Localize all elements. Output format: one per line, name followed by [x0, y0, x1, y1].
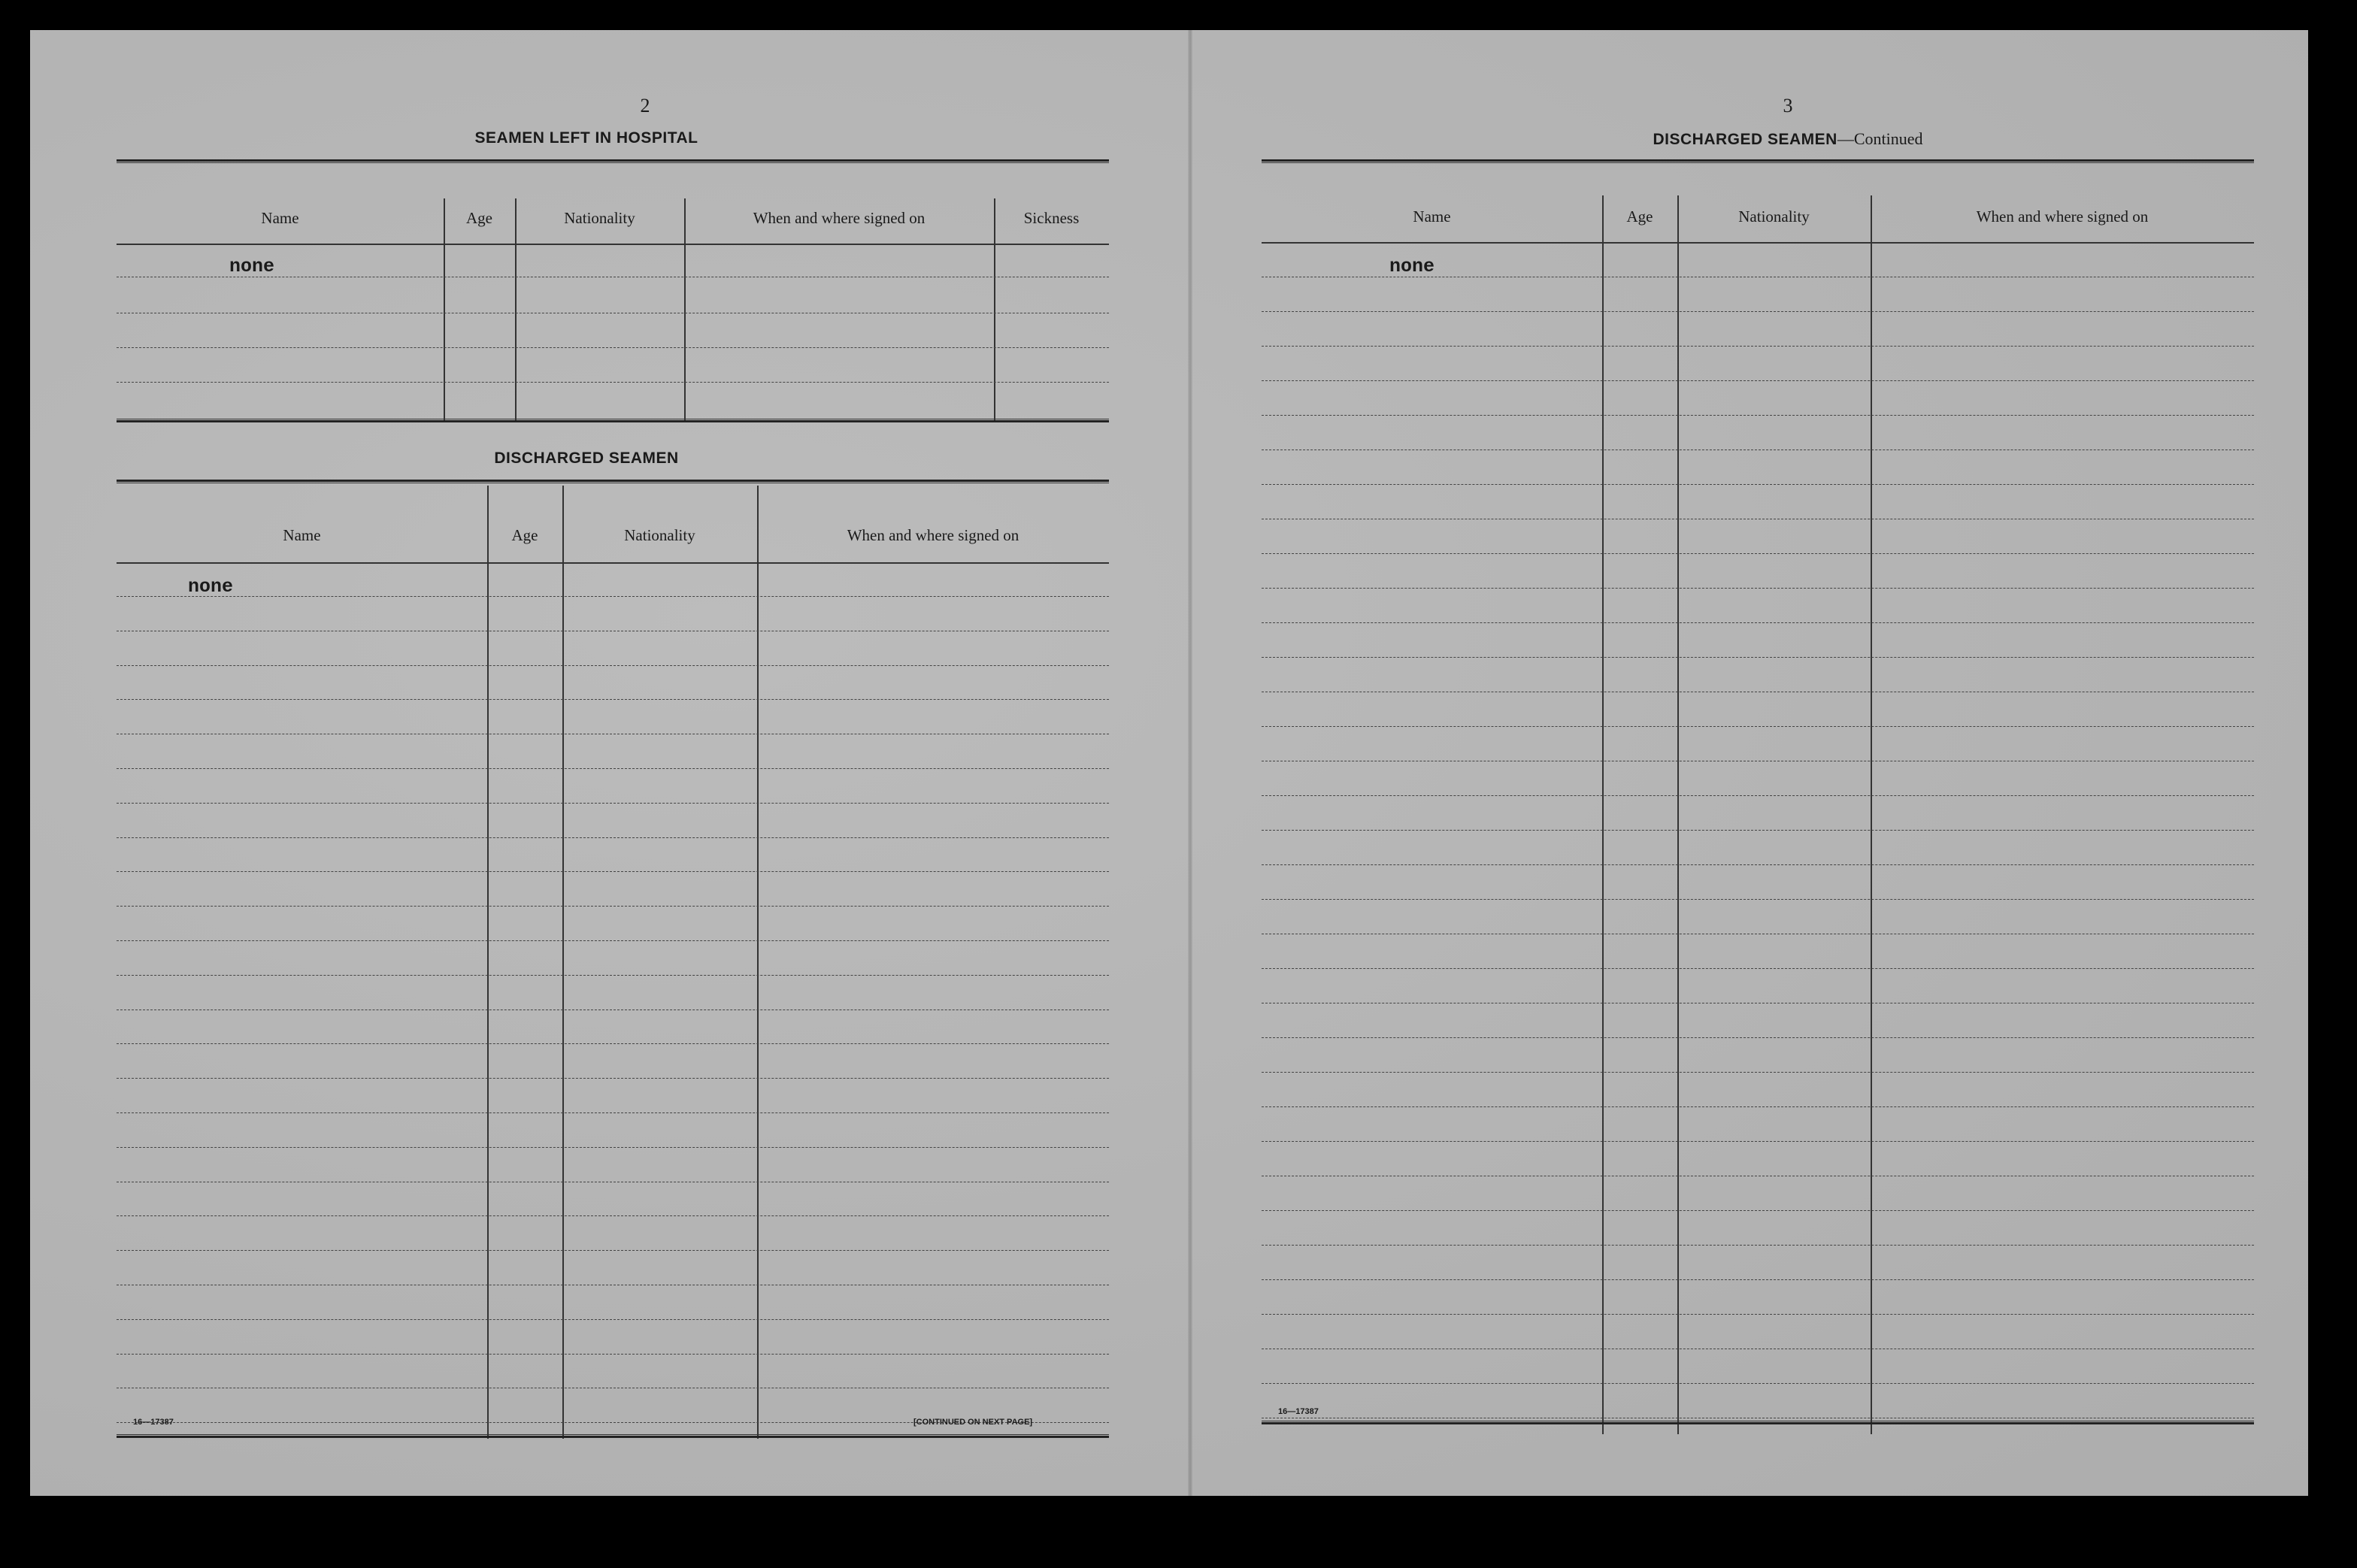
continued-note: [CONTINUED ON NEXT PAGE]: [913, 1418, 1033, 1427]
ruled-row-line: [1262, 1383, 2254, 1384]
ruled-row-line: [1262, 588, 2254, 589]
right-page-number: 3: [1783, 95, 1793, 117]
right-col-signed-on: When and where signed on: [1976, 207, 2149, 226]
ruled-row-line: [1262, 1279, 2254, 1280]
right-section-title-main: DISCHARGED SEAMEN: [1653, 131, 1837, 148]
ruled-row-line: [117, 1319, 1109, 1320]
ruled-row-line: [1262, 1106, 2254, 1107]
ruled-row-line: [117, 975, 1109, 976]
ruled-row-line: [1262, 1072, 2254, 1073]
ruled-row-line: [117, 837, 1109, 838]
ruled-row-line: [1262, 1245, 2254, 1246]
ruled-row-line: [1262, 622, 2254, 623]
hospital-col-signed-on: When and where signed on: [753, 209, 926, 227]
ruled-row-line: [1262, 657, 2254, 658]
discharged-col-signed-on: When and where signed on: [847, 526, 1019, 544]
right-entry-name: none: [1389, 256, 1435, 277]
ruled-row-line: [1262, 484, 2254, 485]
hospital-section-title: SEAMEN LEFT IN HOSPITAL: [474, 129, 698, 147]
ruled-row-line: [117, 596, 1109, 597]
ruled-row-line: [1262, 311, 2254, 312]
ruled-row-line: [117, 768, 1109, 769]
ruled-row-line: [117, 699, 1109, 700]
ruled-row-line: [1262, 830, 2254, 831]
ruled-row-line: [1262, 380, 2254, 381]
ruled-row-line: [1262, 553, 2254, 554]
hospital-col-name: Name: [261, 209, 299, 227]
document-sheet: [30, 30, 2308, 1496]
ruled-row-line: [117, 906, 1109, 907]
ruled-row-line: [1262, 1141, 2254, 1142]
left-form-number: 16—17387: [133, 1418, 174, 1427]
discharged-col-name: Name: [283, 526, 321, 544]
ruled-row-line: [1262, 346, 2254, 347]
ruled-row-line: [117, 1250, 1109, 1251]
right-col-nationality: Nationality: [1738, 207, 1810, 226]
hospital-col-age: Age: [466, 209, 492, 227]
ruled-row-line: [1262, 968, 2254, 969]
ruled-row-line: [117, 1215, 1109, 1216]
discharged-section-title: DISCHARGED SEAMEN: [494, 450, 679, 467]
ruled-row-line: [117, 871, 1109, 872]
table-bottom-rule: [1262, 1421, 2254, 1424]
right-col-age: Age: [1626, 207, 1653, 226]
ruled-row-line: [1262, 1037, 2254, 1038]
ruled-row-line: [117, 940, 1109, 941]
left-page-number: 2: [640, 95, 650, 117]
ruled-row-line: [1262, 1210, 2254, 1211]
ruled-row-line: [1262, 899, 2254, 900]
ruled-row-line: [117, 803, 1109, 804]
ruled-row-line: [117, 1043, 1109, 1044]
page-fold: [1188, 30, 1192, 1496]
discharged-entry-name: none: [188, 576, 234, 598]
discharged-table-left: [117, 480, 1109, 1439]
ruled-row-line: [1262, 795, 2254, 796]
hospital-table: [117, 159, 1109, 422]
ruled-row-line: [1262, 864, 2254, 865]
discharged-table-right: [1262, 159, 2254, 1434]
ruled-row-line: [117, 1354, 1109, 1355]
table-bottom-rule: [117, 1434, 1109, 1438]
right-section-title: [1525, 129, 2051, 149]
ruled-row-line: [117, 665, 1109, 666]
ruled-row-line: [1262, 415, 2254, 416]
hospital-col-nationality: Nationality: [564, 209, 635, 227]
ruled-row-line: [1262, 726, 2254, 727]
right-section-title-suffix: —Continued: [1837, 129, 1923, 148]
right-form-number: 16—17387: [1278, 1407, 1319, 1416]
ruled-row-line: [117, 1112, 1109, 1113]
discharged-col-age: Age: [511, 526, 538, 544]
hospital-entry-name: none: [229, 256, 275, 277]
right-col-name: Name: [1413, 207, 1451, 226]
discharged-col-nationality: Nationality: [624, 526, 695, 544]
ruled-row-line: [117, 1078, 1109, 1079]
hospital-col-sickness: Sickness: [1023, 209, 1080, 227]
ruled-row-line: [1262, 1314, 2254, 1315]
ruled-row-line: [117, 1147, 1109, 1148]
